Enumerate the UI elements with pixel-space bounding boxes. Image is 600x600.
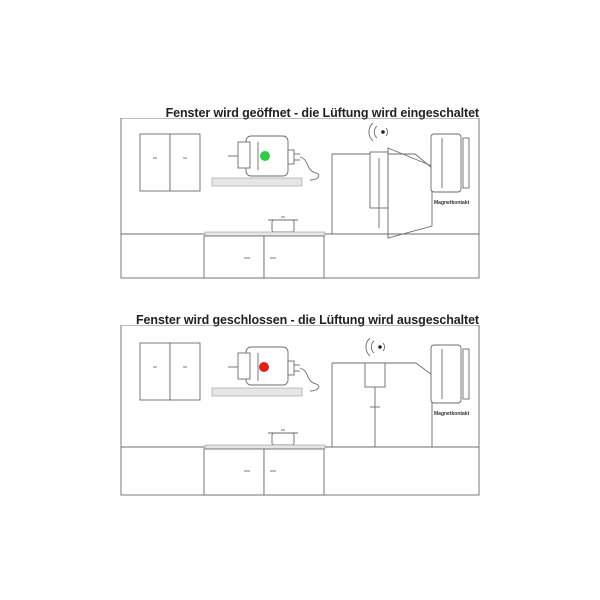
wireless-signal-icon	[369, 123, 388, 141]
panel-2-scene	[0, 325, 600, 505]
window-frame	[332, 363, 432, 447]
shelf	[212, 178, 302, 186]
sensor-label: Magnetkontakt	[434, 411, 470, 417]
base-cabinet	[204, 236, 324, 278]
sensor-label: Magnetkontakt	[434, 200, 470, 206]
cooking-pot	[268, 430, 298, 445]
magnetic-contact-sensor	[431, 345, 469, 403]
cooking-pot	[268, 217, 298, 232]
status-indicator-light	[259, 362, 269, 372]
panel-1-title: Fenster wird geöffnet - die Lüftung wird eingeschaltet	[165, 106, 479, 120]
magnetic-contact-sensor	[431, 134, 469, 192]
wall-cabinet	[140, 343, 200, 400]
status-indicator-light	[260, 151, 270, 161]
countertop	[205, 232, 325, 236]
panel-2-title: Fenster wird geschlossen - die Lüftung wird ausgeschaltet	[136, 313, 479, 327]
panel-1-scene	[0, 118, 600, 298]
window-sash-open	[388, 148, 432, 238]
wall-cabinet	[140, 134, 200, 191]
window-frame	[332, 152, 432, 234]
wireless-signal-icon	[366, 338, 385, 356]
power-cable	[300, 368, 319, 391]
base-cabinet	[204, 449, 324, 495]
power-cable	[300, 157, 319, 180]
countertop	[205, 445, 325, 449]
shelf	[212, 388, 302, 396]
